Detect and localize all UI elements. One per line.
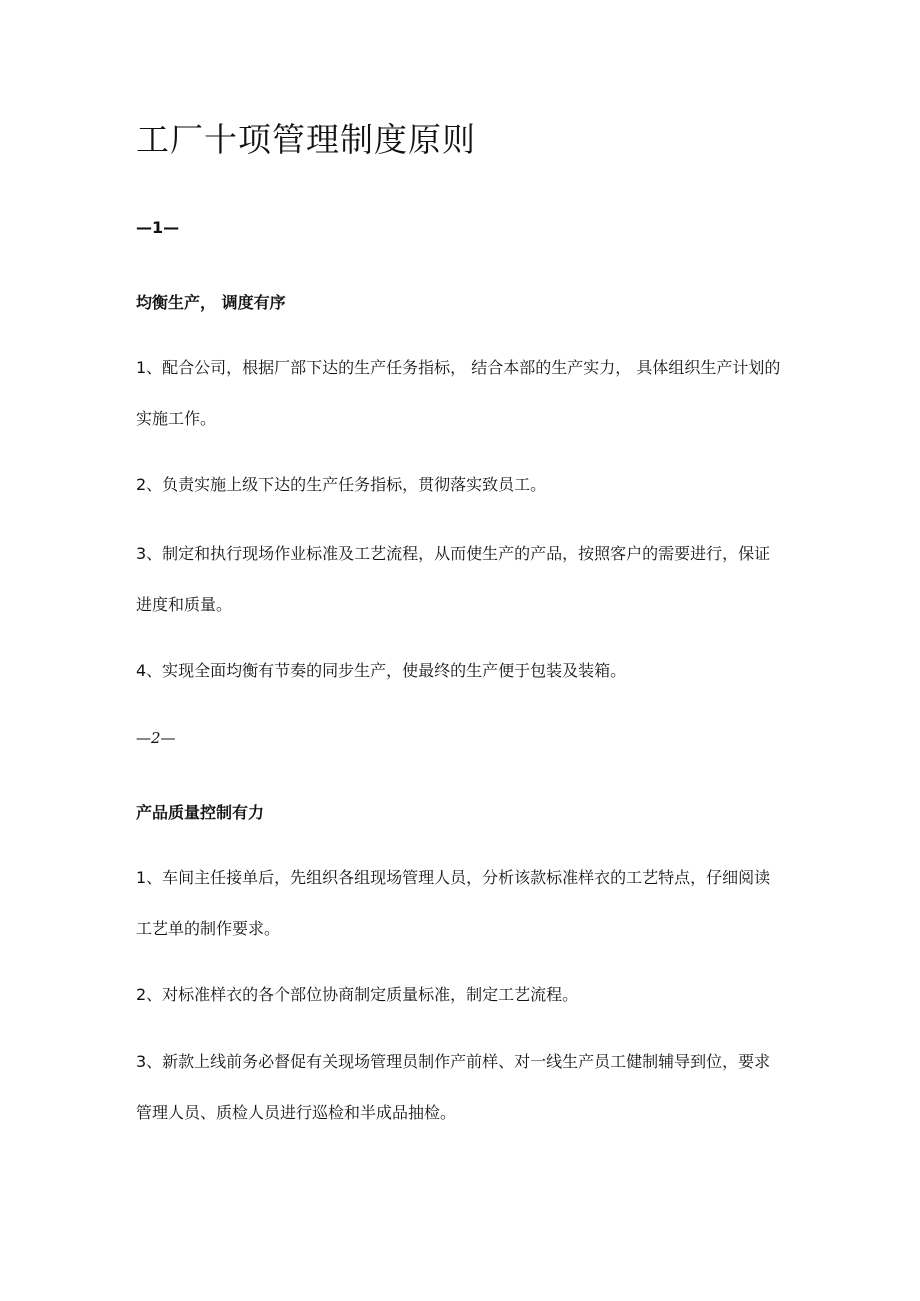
paragraph: 2、负责实施上级下达的生产任务指标，贯彻落实致员工。 [136, 475, 547, 494]
paragraph: 3、新款上线前务必督促有关现场管理员制作产前样、对一线生产员工健制辅导到位，要求管理人员、质检人员进行巡检和半成品抽检。 [136, 1052, 771, 1122]
paragraph: 1、车间主任接单后，先组织各组现场管理人员，分析该款标准样衣的工艺特点，仔细阅读工艺单的制作要求。 [136, 868, 771, 938]
paragraph: 2、对标准样衣的各个部位协商制定质量标准，制定工艺流程。 [136, 985, 579, 1004]
section-heading: 产品质量控制有力 [136, 803, 265, 822]
document-title: 工厂十项管理制度原则 [136, 120, 476, 159]
paragraph: 4、实现全面均衡有节奏的同步生产，使最终的生产便于包装及装箱。 [136, 661, 627, 680]
paragraph: 1、配合公司，根据厂部下达的生产任务指标， 结合本部的生产实力， 具体组织生产计划的实施工作。 [136, 358, 781, 428]
paragraph: 3、制定和执行现场作业标准及工艺流程，从而使生产的产品，按照客户的需要进行，保证进度和质量。 [136, 544, 771, 614]
section-heading: 均衡生产， 调度有序 [136, 293, 286, 312]
section-number: —2— [136, 729, 176, 747]
section-number: —1— [136, 218, 180, 237]
